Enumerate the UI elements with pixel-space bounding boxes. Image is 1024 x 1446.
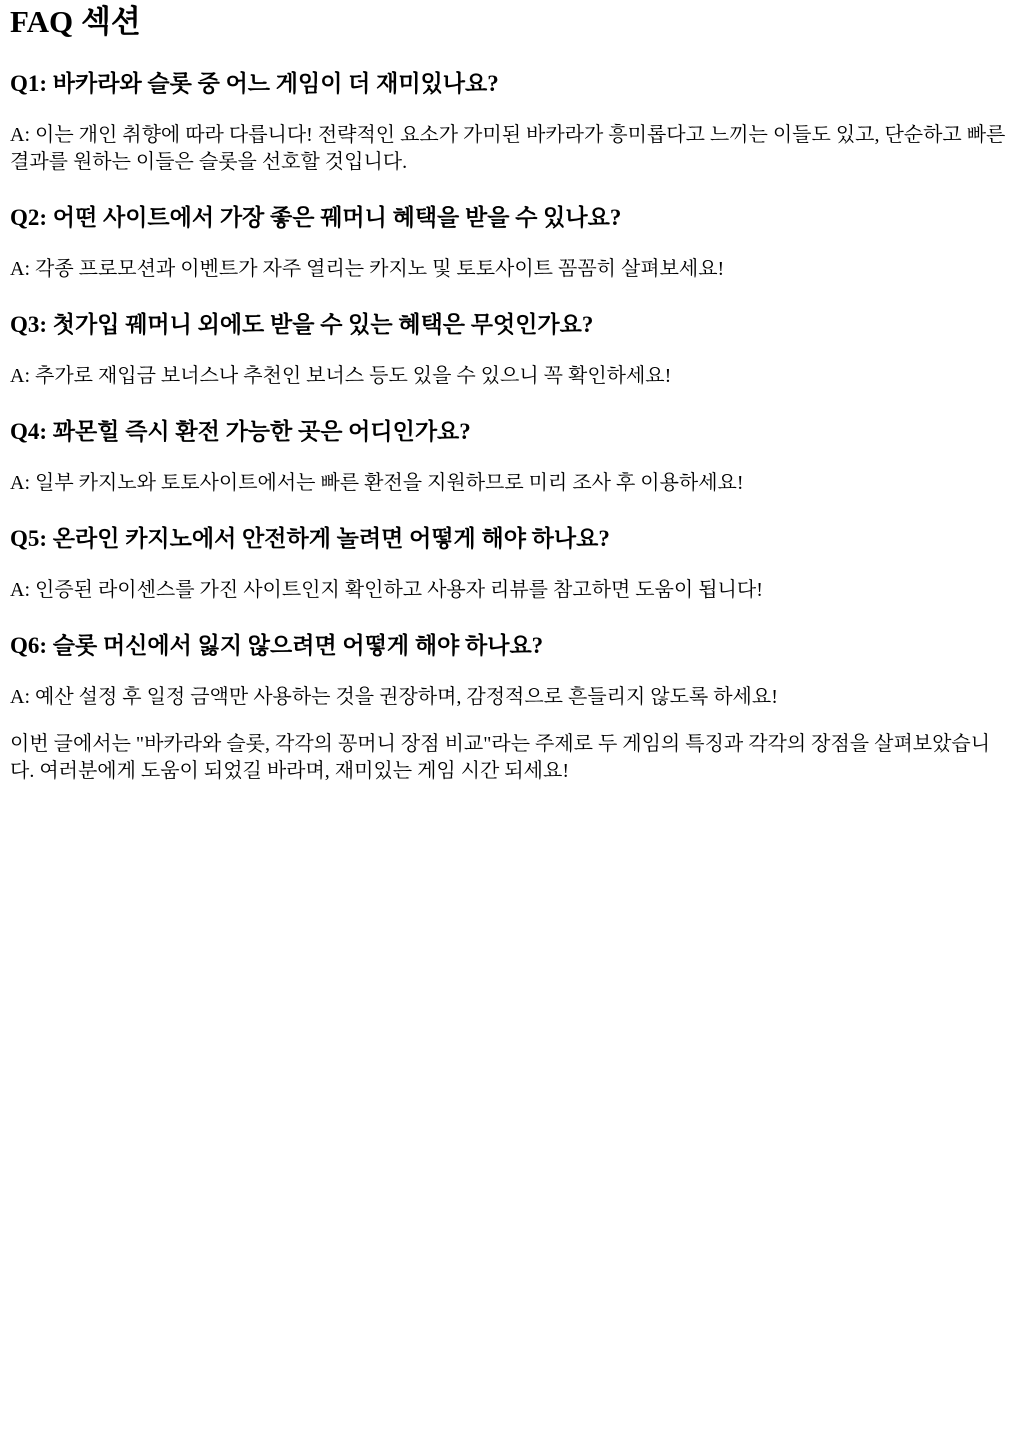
faq-question: Q3: 첫가입 꿰머니 외에도 받을 수 있는 혜택은 무엇인가요? <box>10 312 594 337</box>
faq-question: Q5: 온라인 카지노에서 안전하게 놀려면 어떻게 해야 하나요? <box>10 526 610 551</box>
faq-answer: A: 예산 설정 후 일정 금액만 사용하는 것을 권장하며, 감정적으로 흔들리지 않도록 하세요! <box>10 686 778 708</box>
page-title: FAQ 섹션 <box>10 4 141 39</box>
faq-answer: A: 인증된 라이센스를 가진 사이트인지 확인하고 사용자 리뷰를 참고하면 도움이 됩니다! <box>10 579 763 601</box>
faq-item-3 <box>10 305 1014 390</box>
closing-paragraph: 이번 글에서는 "바카라와 슬롯, 각각의 꽁머니 장점 비교"라는 주제로 두 게임의 특징과 각각의 장점을 살펴보았습니다. 여러분에게 도움이 되었길 바라며, 재미있는 게임 시간 되세요! <box>10 733 991 782</box>
faq-item-6 <box>10 626 1014 711</box>
faq-item-2 <box>10 198 1014 283</box>
faq-answer: A: 추가로 재입금 보너스나 추천인 보너스 등도 있을 수 있으니 꼭 확인하세요! <box>10 365 672 387</box>
faq-item-4 <box>10 412 1014 497</box>
faq-question: Q2: 어떤 사이트에서 가장 좋은 꿰머니 혜택을 받을 수 있나요? <box>10 205 622 230</box>
faq-item-5 <box>10 519 1014 604</box>
faq-question: Q4: 꽈몬힐 즉시 환전 가능한 곳은 어디인가요? <box>10 419 471 444</box>
faq-item-1 <box>10 64 1014 176</box>
faq-question: Q1: 바카라와 슬롯 중 어느 게임이 더 재미있나요? <box>10 71 499 96</box>
faq-answer: A: 이는 개인 취향에 따라 다릅니다! 전략적인 요소가 가미된 바카라가 흥미롭다고 느끼는 이들도 있고, 단순하고 빠른 결과를 원하는 이들은 슬롯을 선호할 것입니다. <box>10 124 1006 173</box>
faq-question: Q6: 슬롯 머신에서 잃지 않으려면 어떻게 해야 하나요? <box>10 633 544 658</box>
faq-answer: A: 일부 카지노와 토토사이트에서는 빠른 환전을 지원하므로 미리 조사 후 이용하세요! <box>10 472 744 494</box>
faq-answer: A: 각종 프로모션과 이벤트가 자주 열리는 카지노 및 토토사이트 꼼꼼히 살펴보세요! <box>10 258 725 280</box>
